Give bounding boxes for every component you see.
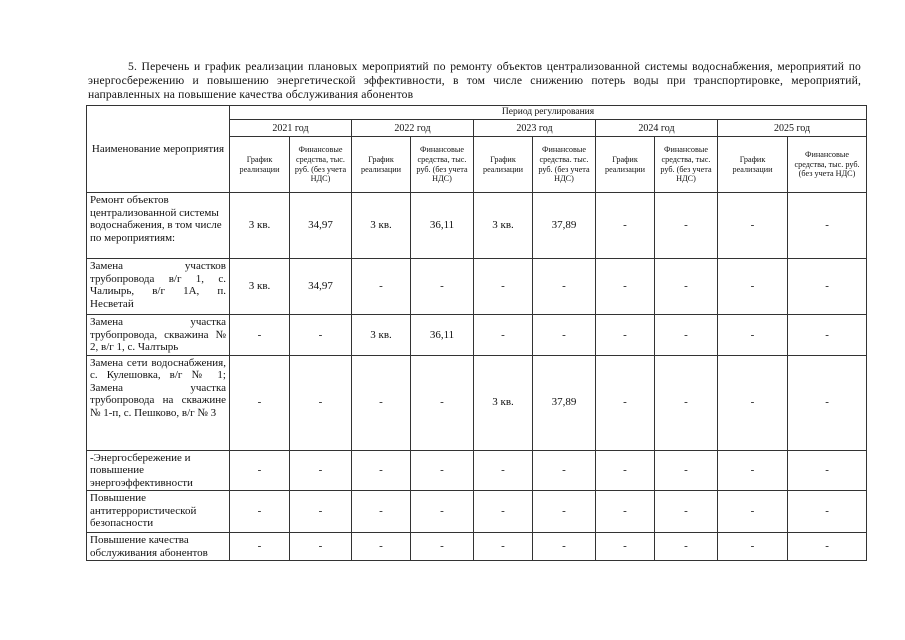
- table-cell: -: [655, 450, 718, 491]
- table-cell: -: [290, 533, 352, 561]
- header-schedule: График реализации: [718, 137, 788, 193]
- table-row: [87, 259, 867, 315]
- table-cell: -: [596, 491, 655, 533]
- table-cell: -: [718, 193, 788, 259]
- table-cell: -: [788, 355, 867, 450]
- table-cell: -: [718, 491, 788, 533]
- table-cell: -: [230, 450, 290, 491]
- header-finance: Финансовые средства, тыс. руб. (без учета НДС): [290, 137, 352, 193]
- table-cell: -: [788, 450, 867, 491]
- table-cell: -: [655, 533, 718, 561]
- measure-name: Замена участка трубопровода, скважина № 2, в/г 1, с. Чалтырь: [87, 315, 230, 356]
- measure-name: Замена участков трубопровода в/г 1, с. Чалиырь, в/г 1А, п. Несветай: [87, 259, 230, 315]
- header-finance: Финансовые средства. тыс. руб. (без учета НДС): [533, 137, 596, 193]
- table-cell: 37,89: [533, 355, 596, 450]
- table-cell: -: [655, 315, 718, 356]
- table-cell: 3 кв.: [352, 315, 411, 356]
- header-year-2024: 2024 год: [596, 120, 718, 137]
- table-cell: -: [533, 533, 596, 561]
- header-schedule: График реализации: [474, 137, 533, 193]
- table-cell: -: [655, 259, 718, 315]
- measure-name: Ремонт объектов централизованной системы водоснабжения, в том числе по мероприятиям:: [87, 193, 230, 259]
- table-cell: -: [352, 533, 411, 561]
- header-year-2021: 2021 год: [230, 120, 352, 137]
- table-cell: -: [230, 355, 290, 450]
- header-schedule: График реализации: [230, 137, 290, 193]
- header-measure-name: Наименование мероприятия: [87, 106, 230, 193]
- table-cell: -: [411, 533, 474, 561]
- measure-name: Повышение качества обслуживания абонентов: [87, 533, 230, 561]
- table-cell: -: [533, 491, 596, 533]
- table-cell: -: [718, 533, 788, 561]
- table-cell: -: [788, 533, 867, 561]
- table-cell: -: [230, 315, 290, 356]
- table-row: [87, 450, 867, 491]
- table-cell: -: [230, 491, 290, 533]
- table-cell: -: [290, 315, 352, 356]
- table-cell: -: [533, 315, 596, 356]
- table-cell: -: [411, 259, 474, 315]
- table-row: [87, 315, 867, 356]
- table-cell: -: [352, 491, 411, 533]
- table-cell: -: [718, 315, 788, 356]
- table-cell: 3 кв.: [474, 355, 533, 450]
- measures-table: [86, 105, 867, 561]
- table-cell: -: [352, 355, 411, 450]
- table-cell: 37,89: [533, 193, 596, 259]
- table-row: [87, 533, 867, 561]
- measure-name: -Энергосбережение и повышение энергоэффективности: [87, 450, 230, 491]
- header-year-2025: 2025 год: [718, 120, 867, 137]
- table-cell: -: [718, 259, 788, 315]
- table-cell: -: [352, 450, 411, 491]
- table-cell: -: [290, 491, 352, 533]
- table-cell: -: [290, 355, 352, 450]
- table-cell: -: [411, 491, 474, 533]
- table-cell: -: [533, 259, 596, 315]
- table-cell: -: [596, 315, 655, 356]
- table-cell: 3 кв.: [230, 259, 290, 315]
- table-cell: 3 кв.: [474, 193, 533, 259]
- table-cell: 36,11: [411, 315, 474, 356]
- table-cell: -: [788, 491, 867, 533]
- table-cell: 3 кв.: [230, 193, 290, 259]
- table-cell: -: [474, 491, 533, 533]
- header-schedule: График реализации: [352, 137, 411, 193]
- table-cell: -: [230, 533, 290, 561]
- header-year-2022: 2022 год: [352, 120, 474, 137]
- table-cell: -: [596, 450, 655, 491]
- header-finance: Финансовые средства, тыс. руб. (без учета НДС): [788, 137, 867, 193]
- table-row: [87, 355, 867, 450]
- table-cell: -: [290, 450, 352, 491]
- table-cell: 3 кв.: [352, 193, 411, 259]
- table-cell: -: [596, 533, 655, 561]
- measure-name: Замена сети водоснабжения, с. Кулешовка, в/г № 1; Замена участка трубопровода на скважине № 1-п, с. Пешково, в/г № 3: [87, 355, 230, 450]
- table-cell: -: [596, 259, 655, 315]
- table-cell: -: [788, 259, 867, 315]
- table-cell: -: [411, 450, 474, 491]
- table-cell: -: [788, 315, 867, 356]
- table-cell: -: [474, 533, 533, 561]
- table-cell: 36,11: [411, 193, 474, 259]
- table-cell: -: [655, 355, 718, 450]
- section-heading: 5. Перечень и график реализации плановых мероприятий по ремонту объектов централизованной системы водоснабжения, мероприятий по энергосбережению и повышению энергетической эффективности, в том числе снижению потерь воды при транспортировке, мероприятий, направленных на повышение качества обслуживания абонентов: [88, 60, 861, 101]
- table-row: [87, 491, 867, 533]
- table-cell: -: [596, 355, 655, 450]
- table-cell: -: [474, 259, 533, 315]
- header-period: Период регулирования: [230, 106, 867, 120]
- table-cell: -: [533, 450, 596, 491]
- measure-name: Повышение антитеррористической безопасности: [87, 491, 230, 533]
- table-cell: -: [411, 355, 474, 450]
- table-cell: -: [474, 315, 533, 356]
- table-cell: -: [788, 193, 867, 259]
- table-cell: -: [655, 193, 718, 259]
- table-cell: -: [718, 355, 788, 450]
- header-schedule: График реализации: [596, 137, 655, 193]
- table-cell: -: [474, 450, 533, 491]
- table-cell: -: [655, 491, 718, 533]
- table-cell: -: [352, 259, 411, 315]
- header-finance: Финансовые средства, тыс. руб. (без учета НДС): [411, 137, 474, 193]
- header-finance: Финансовые средства, тыс. руб. (без учета НДС): [655, 137, 718, 193]
- header-year-2023: 2023 год: [474, 120, 596, 137]
- table-cell: -: [596, 193, 655, 259]
- table-cell: -: [718, 450, 788, 491]
- table-row: [87, 193, 867, 259]
- table-cell: 34,97: [290, 259, 352, 315]
- table-cell: 34,97: [290, 193, 352, 259]
